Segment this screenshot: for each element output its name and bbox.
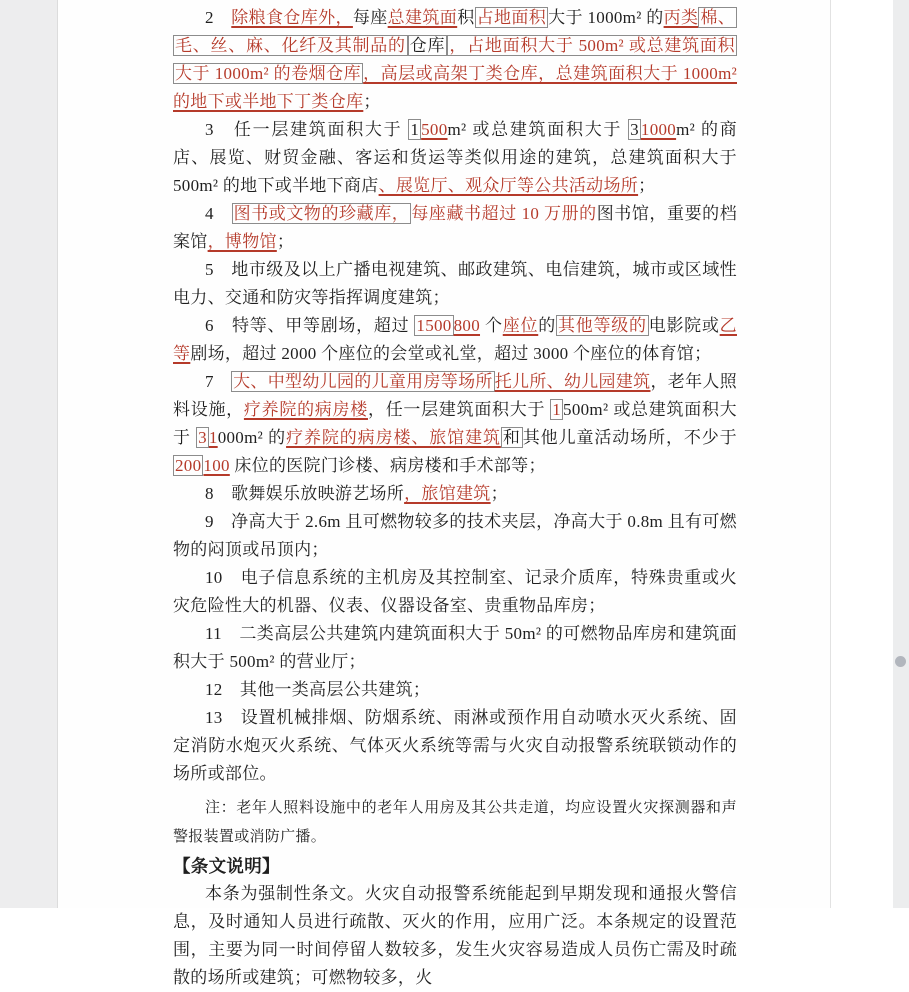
text-run: 1000 [640, 120, 677, 139]
text-run: 乙等 [173, 316, 737, 363]
clause-item-3 [173, 116, 737, 200]
text-run: m² 或总建筑面积大于 [447, 120, 629, 139]
clause-item-2 [173, 4, 737, 116]
text-run: 丙类 [663, 8, 699, 27]
text-run: 9 净高大于 2.6m 且可燃物较多的技术夹层，净高大于 0.8m 且有可燃物的闷顶或吊顶内； [173, 512, 737, 559]
text-run: 的 [538, 316, 556, 335]
text-run: 6 特等、甲等剧场，超过 [205, 316, 415, 335]
text-run: 3 [630, 120, 639, 139]
text-run: ，任一层建筑面积大于 [367, 400, 551, 419]
text-run: ； [276, 232, 295, 251]
text-run: ； [363, 92, 381, 111]
text-run: 200 [175, 456, 202, 475]
text-run: 座位 [502, 316, 539, 335]
text-run: 12 其他一类高层公共建筑； [205, 680, 431, 699]
text-run: m² 的商店、展览、财贸金融、客运和货运等类似用途的建筑，总建筑面积大于 500m² 的地下或半地下商店 [173, 120, 737, 195]
text-run: 100 [203, 456, 230, 475]
text-run: 3 任一层建筑面积大于 [205, 120, 409, 139]
text-run: 1 [410, 120, 420, 139]
text-run: 积 [457, 8, 475, 27]
clause-item-7 [173, 368, 737, 480]
text-run: 总建筑面 [387, 8, 458, 27]
text-run: 其他儿童活动场所，不少于 [522, 428, 737, 447]
text-run: 5 地市级及以上广播电视建筑、邮政建筑、电信建筑，城市或区域性电力、交通和防灾等指挥调度建筑； [173, 260, 737, 307]
text-run: 1 [552, 400, 562, 419]
text-run: 【条文说明】 [173, 856, 280, 876]
text-run: 大、中型幼儿园的儿童用房等场所 [233, 372, 493, 391]
scrollbar-track[interactable] [893, 0, 909, 908]
text-run: 托儿所、幼儿园建筑 [494, 372, 651, 391]
document-page [58, 0, 830, 987]
text-run: 其他等级的 [557, 316, 647, 335]
text-run: ； [638, 176, 656, 195]
clause-note [173, 794, 737, 852]
text-run: 和 [502, 428, 521, 447]
text-run: 占地面积 [476, 8, 547, 27]
clause-item-10 [173, 564, 737, 620]
text-run: 2 [205, 8, 232, 27]
clause-item-11 [173, 620, 737, 676]
text-run: 每座 [352, 8, 388, 27]
clause-item-6 [173, 312, 737, 368]
text-run: ，旅馆建筑 [404, 484, 491, 503]
text-run: 疗养院的病房楼、旅馆建筑 [286, 428, 501, 447]
clause-item-8 [173, 480, 737, 508]
text-run: 本条为强制性条文。火灾自动报警系统能起到早期发现和通报火警信息，及时通知人员进行疏散、灭火的作用，应用广泛。本条规定的设置范围，主要为同一时间停留人数较多，发生火灾容易造成人员伤亡需及时疏散的场所或建筑；可燃物较多，火 [173, 884, 737, 987]
text-run: 每座藏书超过 10 万册的 [411, 204, 597, 223]
page-right-edge [830, 0, 831, 908]
text-run: 注：老年人照料设施中的老年人用房及其公共走道，均应设置火灾探测器和声警报装置或消防广播。 [173, 800, 737, 845]
text-run: 大于 1000m² 的 [548, 8, 664, 27]
text-run: 11 二类高层公共建筑内建筑面积大于 50m² 的可燃物品库房和建筑面积大于 500m² 的营业厅； [173, 624, 737, 671]
text-run: 电影院或 [648, 316, 720, 335]
clause-item-4 [173, 200, 737, 256]
text-run: 床位的医院门诊楼、病房楼和手术部等； [229, 456, 546, 475]
text-run: 500 [421, 120, 448, 139]
text-run: 仓库 [409, 36, 446, 55]
clause-item-12 [173, 676, 737, 704]
text-run: 、展览厅、观众厅等公共活动场所 [378, 176, 639, 195]
text-run: 10 电子信息系统的主机房及其控制室、记录介质库，特殊贵重或火灾危险性大的机器、仪表、仪器设备室、贵重物品库房； [173, 568, 737, 615]
text-run: 3 [198, 428, 207, 447]
text-run: ，占地面积大于 500m² 或总建筑面积大于 1000m² 的卷烟仓库 [175, 36, 735, 83]
text-run: 4 [205, 204, 232, 223]
text-run: 7 [205, 372, 232, 391]
text-run: 除粮食仓库外， [231, 8, 353, 27]
clause-item-5 [173, 256, 737, 312]
clause-item-9 [173, 508, 737, 564]
text-run: 800 [453, 316, 481, 335]
text-run: 8 歌舞娱乐放映游艺场所 [205, 484, 405, 503]
left-gutter [0, 0, 58, 908]
text-run: 个 [480, 316, 503, 335]
text-run: 图书或文物的珍藏库， [233, 204, 410, 223]
text-run: 剧场，超过 2000 个座位的会堂或礼堂，超过 3000 个座位的体育馆； [190, 344, 712, 363]
text-run: ，博物馆 [207, 232, 277, 251]
text-run: 图书馆，重要的档案馆 [173, 204, 738, 251]
scrollbar-thumb[interactable] [895, 656, 906, 667]
text-run: 疗养院的病房楼 [243, 400, 368, 419]
text-run: 1500 [416, 316, 452, 335]
text-run: ； [490, 484, 508, 503]
text-run: 000m² 的 [217, 428, 287, 447]
text-run: 500m² 或总建筑面积大于 [173, 400, 737, 447]
explanation-paragraph [173, 880, 737, 992]
text-run: 13 设置机械排烟、防烟系统、雨淋或预作用自动喷水灭火系统、固定消防水炮灭火系统、气体灭火系统等需与火灾自动报警系统联锁动作的场所或部位。 [173, 708, 737, 783]
text-run: ，老年人照料设施， [173, 372, 738, 419]
text-run: 棉、毛、丝、麻、化纤及其制品的 [175, 8, 736, 55]
section-heading [173, 852, 737, 880]
text-run: ，高层或高架丁类仓库，总建筑面积大于 1000m² 的地下或半地下丁类仓库 [173, 64, 737, 111]
text-run: 1 [208, 428, 218, 447]
clause-item-13 [173, 704, 737, 788]
document-content [173, 4, 737, 992]
